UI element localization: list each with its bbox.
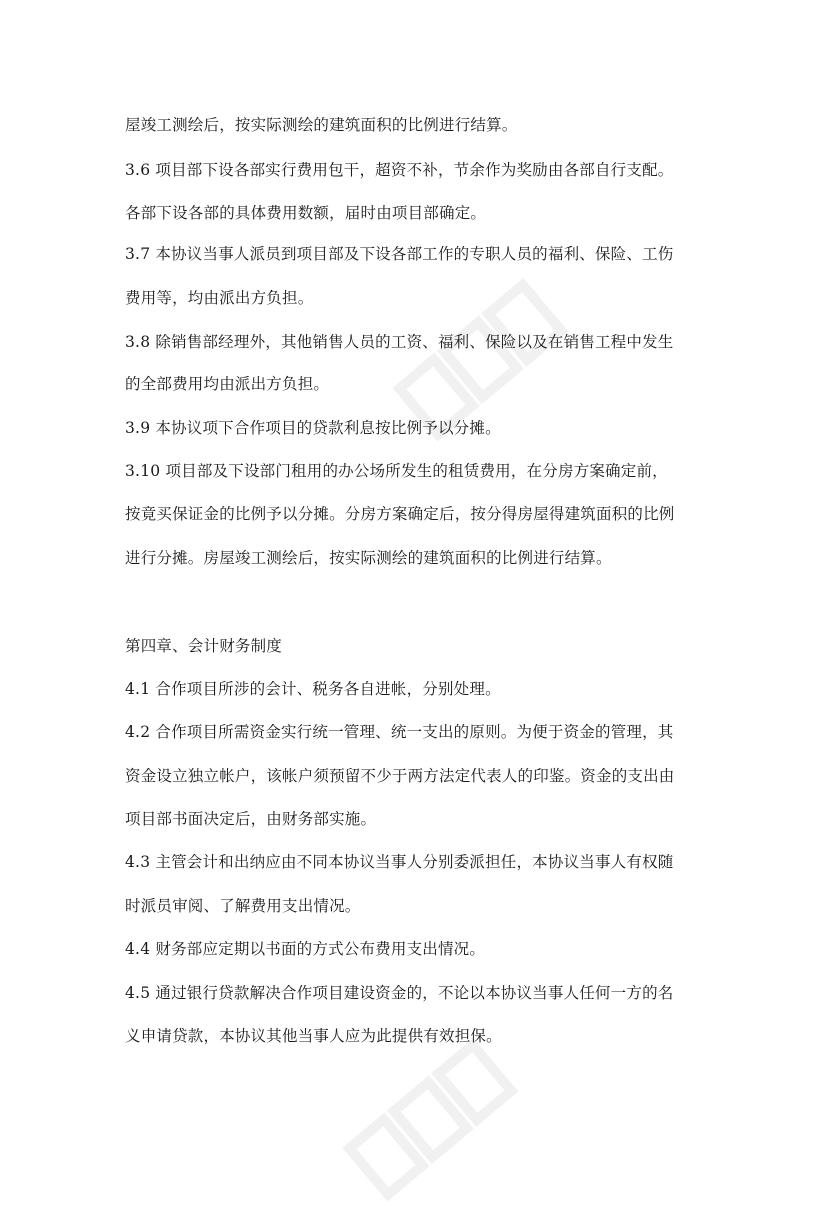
paragraph-line: 3.6 项目部下设各部实行费用包干，超资不补，节余作为奖励由各部自行支配。 (125, 161, 674, 179)
paragraph-line: 义申请贷款，本协议其他当事人应为此提供有效担保。 (125, 1027, 502, 1045)
paragraph-line: 时派员审阅、了解费用支出情况。 (125, 897, 361, 915)
paragraph-line: 4.4 财务部应定期以书面的方式公布费用支出情况。 (125, 940, 486, 958)
paragraph-line: 各部下设各部的具体费用数额，届时由项目部确定。 (125, 204, 487, 222)
paragraph-line: 资金设立独立帐户，该帐户须预留不少于两方法定代表人的印鉴。资金的支出由 (125, 767, 675, 785)
paragraph-line: 按竟买保证金的比例予以分摊。分房方案确定后，按分得房屋得建筑面积的比例 (125, 505, 675, 523)
paragraph-line: 4.3 主管会计和出纳应由不同本协议当事人分别委派担任，本协议当事人有权随 (125, 853, 674, 871)
paragraph-line: 3.10 项目部及下设部门租用的办公场所发生的租赁费用，在分房方案确定前， (125, 462, 668, 480)
paragraph-line: 进行分摊。房屋竣工测绘后，按实际测绘的建筑面积的比例进行结算。 (125, 549, 612, 567)
paragraph-line: 的全部费用均由派出方负担。 (125, 375, 330, 393)
paragraph-line: 3.9 本协议项下合作项目的贷款利息按比例予以分摊。 (125, 419, 501, 437)
watermark-logo-icon (330, 1020, 530, 1220)
paragraph-line: 4.1 合作项目所涉的会计、税务各自进帐，分别处理。 (125, 680, 501, 698)
chapter-title: 第四章、会计财务制度 (125, 637, 283, 655)
paragraph-line: 项目部书面决定后，由财务部实施。 (125, 810, 377, 828)
paragraph-line: 3.7 本协议当事人派员到项目部及下设各部工作的专职人员的福利、保险、工伤 (125, 245, 674, 263)
paragraph-line: 费用等，均由派出方负担。 (125, 289, 314, 307)
paragraph-line: 3.8 除销售部经理外，其他销售人员的工资、福利、保险以及在销售工程中发生 (125, 333, 674, 351)
paragraph-line: 4.2 合作项目所需资金实行统一管理、统一支出的原则。为便于资金的管理，其 (125, 723, 674, 741)
paragraph-line: 4.5 通过银行贷款解决合作项目建设资金的，不论以本协议当事人任何一方的名 (125, 984, 674, 1002)
paragraph-line: 屋竣工测绘后，按实际测绘的建筑面积的比例进行结算。 (125, 116, 518, 134)
